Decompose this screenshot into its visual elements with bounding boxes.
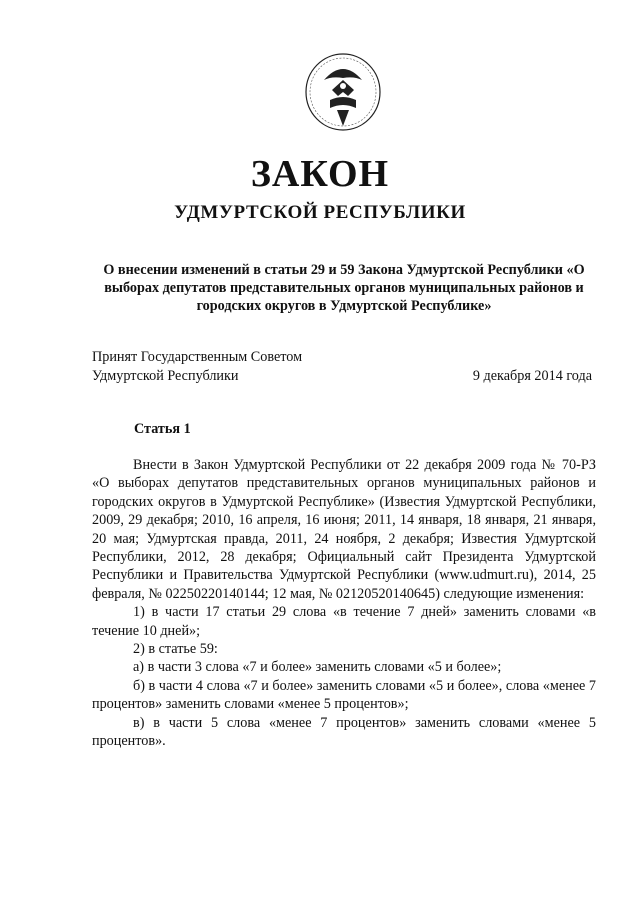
amendment-item: б) в части 4 слова «7 и более» заменить словами «5 и более», слова «менее 7 процентов» заменить словами «менее 5 процентов»;	[92, 677, 596, 713]
amendment-item: 2) в статье 59:	[133, 641, 218, 658]
article-heading: Статья 1	[134, 421, 191, 437]
adoption-line-1: Принят Государственным Советом	[92, 349, 303, 365]
article-intro-paragraph: Внести в Закон Удмуртской Республики от 22 декабря 2009 года № 70-РЗ «О выборах депутатов представительных органов муниципальных районов и городских округов в Удмуртской Республике» (Известия Удмуртской Республики, 2009, 29 декабря; 2010, 16 апреля, 16 июня; 2011, 14 января, 18 января, 21 января, 20 мая; Удмуртская правда, 2011, 24 ноября, 2 декабря; Известия Удмуртской Республики, 2012, 28 декабря; Официальный сайт Президента Удмуртской Республики и Правительства Удмуртской Республики (www.udmurt.ru), 2014, 25 февраля, № 02250220140144; 12 мая, № 02120520140645) следующие изменения:	[92, 457, 596, 602]
amendment-item: 1) в части 17 статьи 29 слова «в течение 7 дней» заменить словами «в течение 10 дней»;	[92, 604, 596, 639]
document-type: ЗАКОН	[250, 153, 390, 195]
amendment-item: а) в части 3 слова «7 и более» заменить словами «5 и более»;	[133, 659, 502, 676]
coat-of-arms-emblem	[302, 50, 384, 138]
adoption-info	[92, 348, 302, 386]
adoption-date: 9 декабря 2014 года	[472, 368, 592, 384]
amendment-item: в) в части 5 слова «менее 7 процентов» заменить словами «менее 5 процентов».	[92, 714, 596, 750]
adoption-line-2: Удмуртской Республики	[92, 368, 239, 384]
article-body	[92, 456, 596, 751]
document-title: О внесении изменений в статьи 29 и 59 Закона Удмуртской Республики «О выборах депутатов представительных органов муниципальных районов и городских округов в Удмуртской Республике»	[103, 262, 585, 314]
document-subject: УДМУРТСКОЙ РЕСПУБЛИКИ	[174, 202, 466, 223]
